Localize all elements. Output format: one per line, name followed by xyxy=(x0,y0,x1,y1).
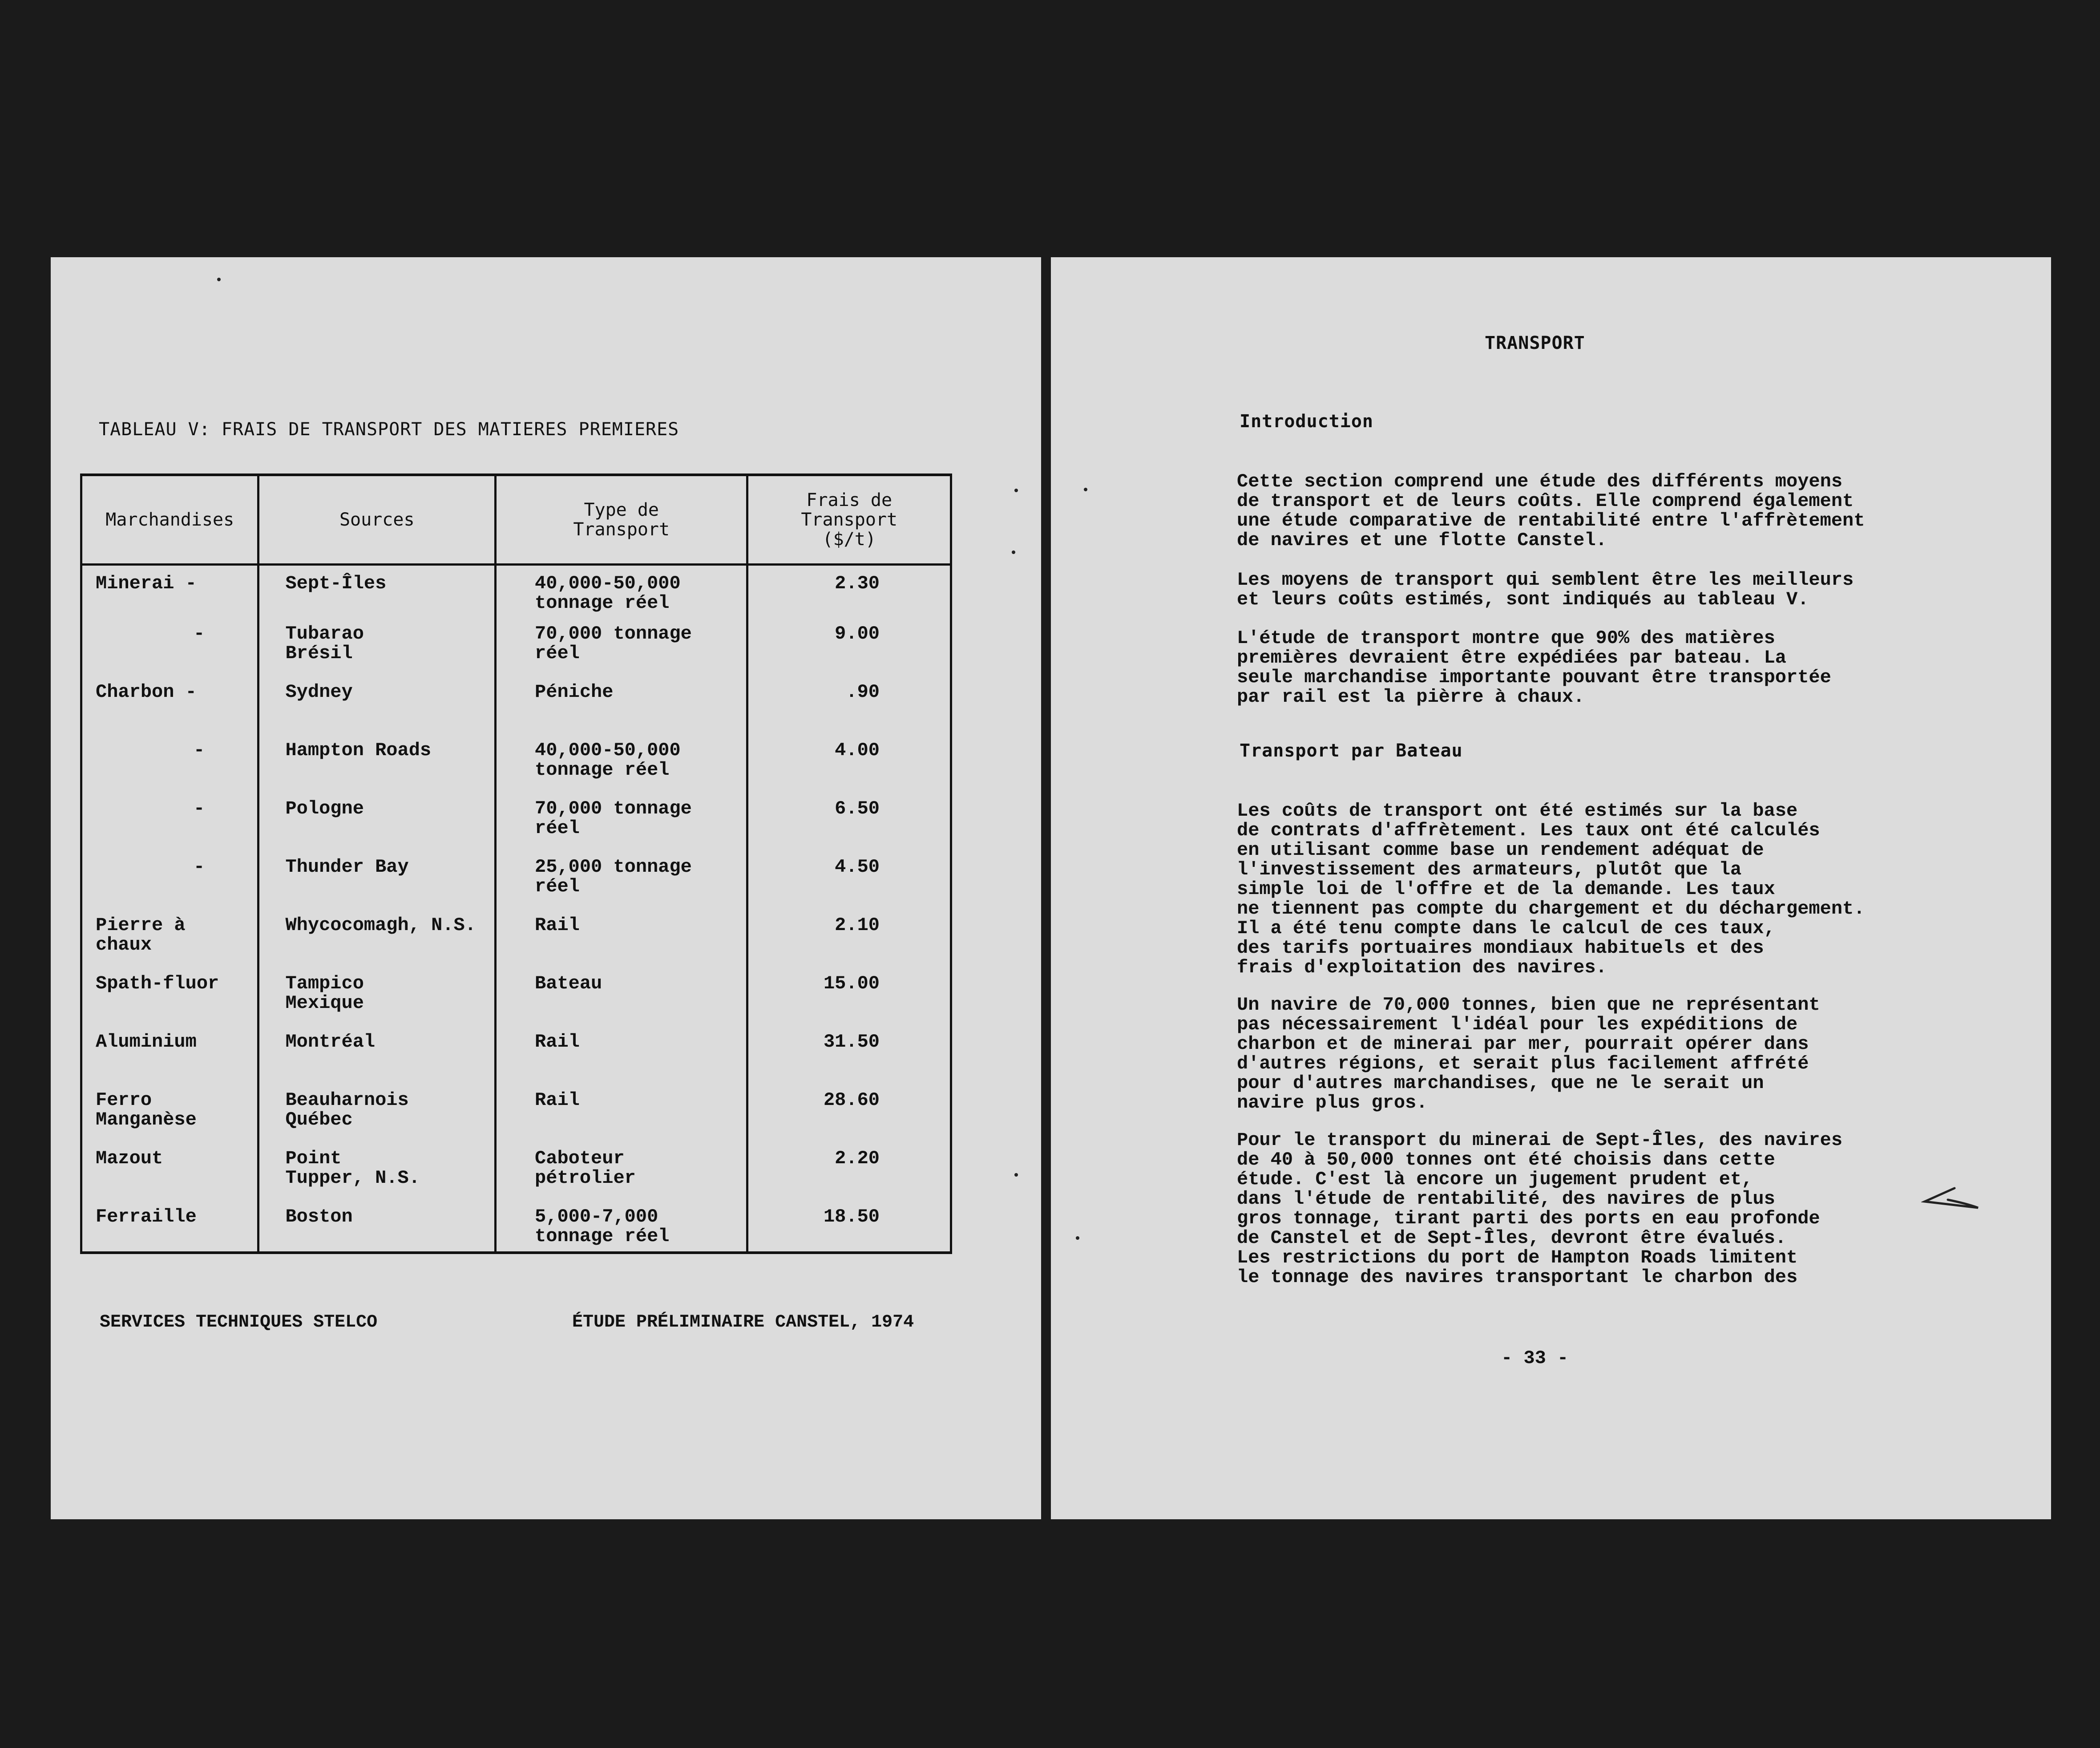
scan-speck xyxy=(1084,488,1087,491)
cell-frais-cell xyxy=(747,682,951,740)
scan-speck xyxy=(1012,550,1015,554)
intro-heading: Introduction xyxy=(1240,411,1373,432)
cell-type: Bateau xyxy=(535,973,602,994)
cell-type: 40,000-50,000 tonnage réel xyxy=(535,573,681,614)
cell-marchandise-cell xyxy=(81,1207,258,1253)
cell-marchandise: Minerai - xyxy=(96,573,197,594)
cell-frais-cell xyxy=(747,624,951,682)
cell-type: Rail xyxy=(535,914,580,936)
cell-marchandise: - xyxy=(194,856,205,878)
bateau-paragraph-2: Un navire de 70,000 tonnes, bien que ne représentant pas nécessairement l'idéal pour les expéditions de charbon et de minerai par mer, pourrait opérer dans d'autres régions, et serait plus facilement affrété pour d'autres marchandises, que ne le serait un navire plus gros. xyxy=(1237,994,1820,1113)
cell-type: 70,000 tonnage réel xyxy=(535,623,692,664)
table-row xyxy=(81,1032,951,1090)
cell-source-cell xyxy=(258,1032,496,1090)
cell-frais-cell xyxy=(747,857,951,915)
cell-marchandise: Ferraille xyxy=(96,1206,197,1227)
cell-source-cell xyxy=(258,857,496,915)
cell-marchandise-cell xyxy=(81,799,258,857)
cell-marchandise: Mazout xyxy=(96,1148,163,1169)
cell-type: Rail xyxy=(535,1089,580,1111)
cell-frais: 2.30 xyxy=(835,573,880,594)
footer-right: ÉTUDE PRÉLIMINAIRE CANSTEL, 1974 xyxy=(572,1312,914,1332)
cell-marchandise: - xyxy=(194,740,205,761)
cell-source: Tampico Mexique xyxy=(285,973,364,1014)
cell-marchandise-cell xyxy=(81,740,258,799)
cell-marchandise-cell xyxy=(81,565,258,624)
cell-frais-cell xyxy=(747,565,951,624)
handwritten-arrow-icon xyxy=(1921,1186,1983,1217)
cell-marchandise: Spath-fluor xyxy=(96,973,219,994)
cell-frais-cell xyxy=(747,1032,951,1090)
cell-marchandise-cell xyxy=(81,915,258,974)
cell-type: 25,000 tonnage réel xyxy=(535,856,692,897)
table-row xyxy=(81,624,951,682)
left-page xyxy=(51,257,1041,1519)
cell-type-cell xyxy=(496,1090,747,1149)
table-row xyxy=(81,1090,951,1149)
bateau-paragraph-3: Pour le transport du minerai de Sept-Îles, des navires de 40 à 50,000 tonnes ont été choisis dans cette étude. C'est là encore un jugement prudent et, dans l'étude de rentabilité, des navires de plus gros tonnage, tirant parti des ports en eau profonde de Canstel et de Sept-Îles, devront être évalués. Les restrictions du port de Hampton Roads limitent le tonnage des navires transportant le charbon des xyxy=(1237,1129,1843,1288)
cell-source: Boston xyxy=(285,1206,353,1227)
cell-marchandise: Pierre à chaux xyxy=(96,914,186,955)
intro-paragraph-3: L'étude de transport montre que 90% des matières premières devraient être expédiées par bateau. La seule marchandise importante pouvant être transportée par rail est la pièrre à chaux. xyxy=(1237,627,1831,708)
cell-source-cell xyxy=(258,565,496,624)
table-row xyxy=(81,565,951,624)
scan-speck xyxy=(1014,1173,1018,1177)
intro-paragraph-2: Les moyens de transport qui semblent être les meilleurs et leurs coûts estimés, sont indiqués au tableau V. xyxy=(1237,569,1854,610)
cell-marchandise: Ferro Manganèse xyxy=(96,1089,197,1130)
cell-source: Point Tupper, N.S. xyxy=(285,1148,420,1189)
cell-type: 70,000 tonnage réel xyxy=(535,798,692,839)
cell-type-cell xyxy=(496,857,747,915)
cell-marchandise-cell xyxy=(81,974,258,1032)
cell-frais: 28.60 xyxy=(823,1089,880,1111)
cell-frais: 6.50 xyxy=(835,798,880,819)
page-number: - 33 - xyxy=(1501,1347,1569,1369)
cell-frais: 18.50 xyxy=(823,1206,880,1227)
cell-source: Beauharnois Québec xyxy=(285,1089,409,1130)
cell-marchandise: Aluminium xyxy=(96,1031,197,1052)
cell-source-cell xyxy=(258,740,496,799)
cell-marchandise-cell xyxy=(81,1090,258,1149)
table-row xyxy=(81,915,951,974)
table-row xyxy=(81,1207,951,1253)
cell-source-cell xyxy=(258,1149,496,1207)
bateau-heading: Transport par Bateau xyxy=(1240,740,1463,761)
cell-marchandise-cell xyxy=(81,1032,258,1090)
cell-frais-cell xyxy=(747,1149,951,1207)
page-heading: TRANSPORT xyxy=(1485,333,1585,353)
cell-marchandise: Charbon - xyxy=(96,681,197,703)
intro-paragraph-1: Cette section comprend une étude des différents moyens de transport et de leurs coûts. Elle comprend également une étude comparative de rentabilité entre l'affrètement de navires et une flotte Canstel. xyxy=(1237,471,1865,551)
cell-frais-cell xyxy=(747,1090,951,1149)
footer-left: SERVICES TECHNIQUES STELCO xyxy=(100,1312,378,1332)
scan-speck xyxy=(1076,1236,1079,1240)
cell-type-cell xyxy=(496,1149,747,1207)
cell-source: Tubarao Brésil xyxy=(285,623,364,664)
cell-source: Sydney xyxy=(285,681,353,703)
cell-type: Péniche xyxy=(535,681,614,703)
table-row xyxy=(81,740,951,799)
cell-source-cell xyxy=(258,1207,496,1253)
cell-type-cell xyxy=(496,1032,747,1090)
cell-frais-cell xyxy=(747,1207,951,1253)
cell-frais-cell xyxy=(747,740,951,799)
cell-frais: 31.50 xyxy=(823,1031,880,1052)
cell-frais: 2.20 xyxy=(835,1148,880,1169)
cell-source-cell xyxy=(258,799,496,857)
cell-frais: .90 xyxy=(846,681,880,703)
header-marchandises: Marchandises xyxy=(81,475,258,565)
scan-speck xyxy=(1014,489,1018,492)
table-row xyxy=(81,974,951,1032)
table-row xyxy=(81,682,951,740)
cell-marchandise-cell xyxy=(81,624,258,682)
cell-type: Rail xyxy=(535,1031,580,1052)
cell-marchandise-cell xyxy=(81,682,258,740)
cell-type-cell xyxy=(496,1207,747,1253)
cell-source: Pologne xyxy=(285,798,364,819)
cell-source: Sept-Îles xyxy=(285,573,387,594)
cell-source-cell xyxy=(258,1090,496,1149)
cell-frais: 4.50 xyxy=(835,856,880,878)
table-header-row xyxy=(81,475,951,565)
cell-type-cell xyxy=(496,624,747,682)
cell-source: Hampton Roads xyxy=(285,740,432,761)
cell-marchandise-cell xyxy=(81,857,258,915)
table-row xyxy=(81,1149,951,1207)
cell-type-cell xyxy=(496,565,747,624)
cell-marchandise: - xyxy=(194,623,205,644)
cell-source: Montréal xyxy=(285,1031,376,1052)
cell-marchandise-cell xyxy=(81,1149,258,1207)
cell-source: Whycocomagh, N.S. xyxy=(285,914,476,936)
cell-source-cell xyxy=(258,624,496,682)
cell-frais-cell xyxy=(747,799,951,857)
cell-source-cell xyxy=(258,682,496,740)
cell-frais: 2.10 xyxy=(835,914,880,936)
cell-frais: 4.00 xyxy=(835,740,880,761)
cell-type: 40,000-50,000 tonnage réel xyxy=(535,740,681,781)
cell-frais-cell xyxy=(747,974,951,1032)
header-type-transport: Type de Transport xyxy=(496,475,747,565)
header-frais-transport: Frais de Transport ($/t) xyxy=(747,475,951,565)
cell-frais: 9.00 xyxy=(835,623,880,644)
bateau-paragraph-1: Les coûts de transport ont été estimés sur la base de contrats d'affrètement. Les taux ont été calculés en utilisant comme base un rendement adéquat de l'investissement des armateurs, plutôt que la simple loi de l'offre et de la demande. Les taux ne tiennent pas compte du chargement et du déchargement. Il a été tenu compte dans le calcul de ces taux, des tarifs portuaires mondiaux habituels et des frais d'exploitation des navires. xyxy=(1237,800,1865,978)
cell-source-cell xyxy=(258,974,496,1032)
header-sources: Sources xyxy=(258,475,496,565)
cell-type: 5,000-7,000 tonnage réel xyxy=(535,1206,670,1247)
cell-type: Caboteur pétrolier xyxy=(535,1148,636,1189)
cell-source-cell xyxy=(258,915,496,974)
cell-type-cell xyxy=(496,974,747,1032)
cell-source: Thunder Bay xyxy=(285,856,409,878)
cell-type-cell xyxy=(496,682,747,740)
table-title: TABLEAU V: FRAIS DE TRANSPORT DES MATIERES PREMIERES xyxy=(99,419,679,440)
scan-speck xyxy=(217,278,221,281)
cell-type-cell xyxy=(496,740,747,799)
cell-frais-cell xyxy=(747,915,951,974)
transport-cost-table xyxy=(80,473,952,1254)
cell-type-cell xyxy=(496,915,747,974)
table-row xyxy=(81,799,951,857)
right-page xyxy=(1051,257,2051,1519)
cell-type-cell xyxy=(496,799,747,857)
cell-frais: 15.00 xyxy=(823,973,880,994)
table-row xyxy=(81,857,951,915)
cell-marchandise: - xyxy=(194,798,205,819)
